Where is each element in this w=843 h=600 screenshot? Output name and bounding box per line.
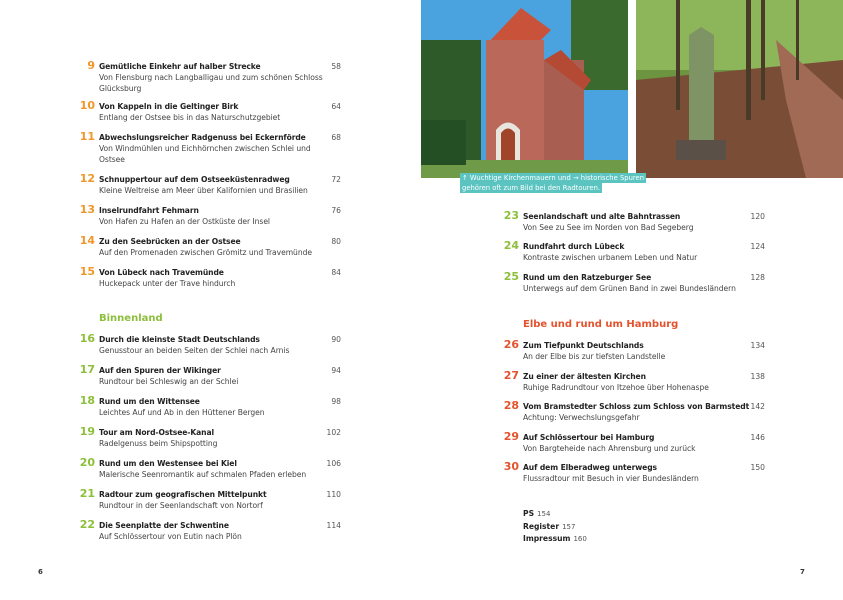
tour-subtitle: Von Flensburg nach Langballigau und zum schönen Schloss Glücksburg — [99, 73, 323, 93]
tour-number: 30 — [503, 460, 519, 473]
photo-caption — [460, 173, 646, 193]
tour-subtitle: Ruhige Radrundtour von Itzehoe über Hohenaspe — [523, 383, 709, 392]
page-folio-right: 7 — [800, 568, 805, 576]
tour-subtitle: Kleine Weltreise am Meer über Kalifornien und Brasilien — [99, 186, 308, 195]
tour-number: 24 — [503, 239, 519, 252]
tour-title: Inselrundfahrt Fehmarn — [99, 206, 199, 215]
page-number: 98 — [331, 397, 341, 406]
extra-label: Impressum — [523, 534, 571, 543]
tour-subtitle: Auf den Promenaden zwischen Grömitz und Travemünde — [99, 248, 312, 257]
extra-label: Register — [523, 521, 560, 531]
tour-title: Vom Bramstedter Schloss zum Schloss von Barmstedt — [523, 402, 750, 411]
tour-subtitle: Huckepack unter der Trave hindurch — [99, 279, 236, 288]
tour-title: Schnuppertour auf dem Ostseeküstenradweg — [99, 175, 290, 184]
tour-title: Rund um den Ratzeburger See — [523, 273, 652, 282]
forest-illustration — [636, 0, 843, 178]
tour-number: 13 — [79, 203, 95, 216]
tour-title: Auf dem Elberadweg unterwegs — [523, 463, 657, 472]
tour-title: Von Kappeln in die Geltinger Birk — [99, 102, 239, 111]
section-heading-binnenland: Binnenland — [99, 313, 163, 324]
tour-number: 18 — [79, 394, 95, 407]
caption-line-1: ↑ Wuchtige Kirchenmauern und → historische Spuren — [462, 174, 645, 182]
page-folio-left: 6 — [38, 568, 43, 576]
tour-number: 14 — [79, 234, 95, 247]
page-number: 138 — [750, 372, 765, 381]
tour-subtitle: Radelgenuss beim Shipspotting — [99, 439, 218, 448]
caption-line-2: gehören oft zum Bild bei den Radtouren. — [462, 184, 601, 192]
tour-title: Radtour zum geografischen Mittelpunkt — [99, 490, 267, 499]
page-number: 157 — [562, 522, 576, 531]
tour-title: Zu den Seebrücken an der Ostsee — [99, 237, 241, 246]
tour-number: 19 — [79, 425, 95, 438]
tour-number: 21 — [79, 487, 95, 500]
tour-title: Die Seenplatte der Schwentine — [99, 521, 229, 530]
tour-number: 10 — [79, 99, 95, 112]
tour-subtitle: Von Hafen zu Hafen an der Ostküste der Insel — [99, 217, 270, 226]
tour-subtitle: Achtung: Verwechslungsgefahr — [523, 413, 640, 422]
page-number: 84 — [331, 268, 341, 277]
toc-extras — [523, 508, 587, 546]
page-number: 146 — [750, 433, 765, 442]
page-number: 134 — [750, 341, 765, 350]
tour-title: Von Lübeck nach Travemünde — [99, 268, 224, 277]
tour-subtitle: Leichtes Auf und Ab in den Hüttener Bergen — [99, 408, 265, 417]
page-number: 124 — [750, 242, 765, 251]
tour-subtitle: An der Elbe bis zur tiefsten Landstelle — [523, 352, 666, 361]
tour-title: Tour am Nord-Ostsee-Kanal — [99, 428, 214, 437]
page-number: 150 — [750, 463, 765, 472]
tour-subtitle: Flussradtour mit Besuch in vier Bundesländern — [523, 474, 699, 483]
page-number: 90 — [331, 335, 341, 344]
tour-number: 9 — [87, 59, 95, 72]
page-number: 120 — [750, 212, 765, 221]
tour-subtitle: Von Bargteheide nach Ahrensburg und zurück — [523, 444, 696, 453]
extra-entry-ps[interactable] — [523, 508, 587, 521]
tour-title: Gemütliche Einkehr auf halber Strecke — [99, 62, 261, 71]
page-number: 110 — [326, 490, 341, 499]
tour-title: Zu einer der ältesten Kirchen — [523, 372, 646, 381]
tour-title: Rundfahrt durch Lübeck — [523, 242, 625, 251]
tour-subtitle: Entlang der Ostsee bis in das Naturschutzgebiet — [99, 113, 281, 122]
page-number: 76 — [331, 206, 341, 215]
page-number: 58 — [331, 62, 341, 71]
tour-title: Rund um den Westensee bei Kiel — [99, 459, 237, 468]
tour-number: 27 — [503, 369, 519, 382]
tour-number: 20 — [79, 456, 95, 469]
page-number: 102 — [326, 428, 341, 437]
tour-title: Auf Schlössertour bei Hamburg — [523, 433, 655, 442]
tour-number: 29 — [503, 430, 519, 443]
page-number: 154 — [537, 510, 551, 518]
page-number: 106 — [326, 459, 341, 468]
tour-subtitle: Malerische Seenromantik auf schmalen Pfaden erleben — [99, 470, 307, 479]
tour-number: 28 — [503, 399, 519, 412]
tour-subtitle: Rundtour bei Schleswig an der Schlei — [99, 377, 239, 386]
page-number: 128 — [750, 273, 765, 282]
extra-entry-register[interactable] — [523, 521, 587, 534]
tour-number: 17 — [79, 363, 95, 376]
extra-label: PS — [523, 509, 535, 518]
tour-number: 25 — [503, 270, 519, 283]
tour-title: Durch die kleinste Stadt Deutschlands — [99, 335, 260, 344]
tour-number: 23 — [503, 209, 519, 222]
extra-entry-impressum[interactable] — [523, 533, 587, 546]
tour-subtitle: Kontraste zwischen urbanem Leben und Natur — [523, 253, 698, 262]
tour-number: 22 — [79, 518, 95, 531]
tour-title: Abwechslungsreicher Radgenuss bei Eckernförde — [99, 133, 306, 142]
tour-subtitle: Auf Schlössertour von Eutin nach Plön — [99, 532, 242, 541]
tour-title: Zum Tiefpunkt Deutschlands — [523, 341, 644, 350]
tour-subtitle: Rundtour in der Seenlandschaft von Nortorf — [99, 501, 263, 510]
page-number: 72 — [331, 175, 341, 184]
tour-number: 11 — [79, 130, 95, 143]
page-number: 114 — [326, 521, 341, 530]
page-number: 80 — [331, 237, 341, 246]
tour-title: Auf den Spuren der Wikinger — [99, 366, 221, 375]
page-number: 160 — [573, 535, 587, 543]
left-page — [0, 0, 421, 600]
page-number: 68 — [331, 133, 341, 142]
church-illustration — [421, 0, 628, 178]
tour-subtitle: Von Windmühlen und Eichhörnchen zwischen Schlei und Ostsee — [99, 144, 311, 164]
church-photo — [421, 0, 628, 178]
tour-subtitle: Genusstour an beiden Seiten der Schlei nach Arnis — [99, 346, 290, 355]
section-heading-elbe: Elbe und rund um Hamburg — [523, 319, 679, 330]
tour-title: Rund um den Wittensee — [99, 397, 200, 406]
tour-subtitle: Unterwegs auf dem Grünen Band in zwei Bundesländern — [523, 284, 736, 293]
page-number: 94 — [331, 366, 341, 375]
tour-number: 12 — [79, 172, 95, 185]
tour-number: 16 — [79, 332, 95, 345]
tour-number: 26 — [503, 338, 519, 351]
forest-stone-photo — [636, 0, 843, 178]
page-number: 142 — [750, 402, 765, 411]
tour-subtitle: Von See zu See im Norden von Bad Segeberg — [523, 223, 694, 232]
tour-number: 15 — [79, 265, 95, 278]
tour-title: Seenlandschaft und alte Bahntrassen — [523, 212, 681, 221]
page-number: 64 — [331, 102, 341, 111]
